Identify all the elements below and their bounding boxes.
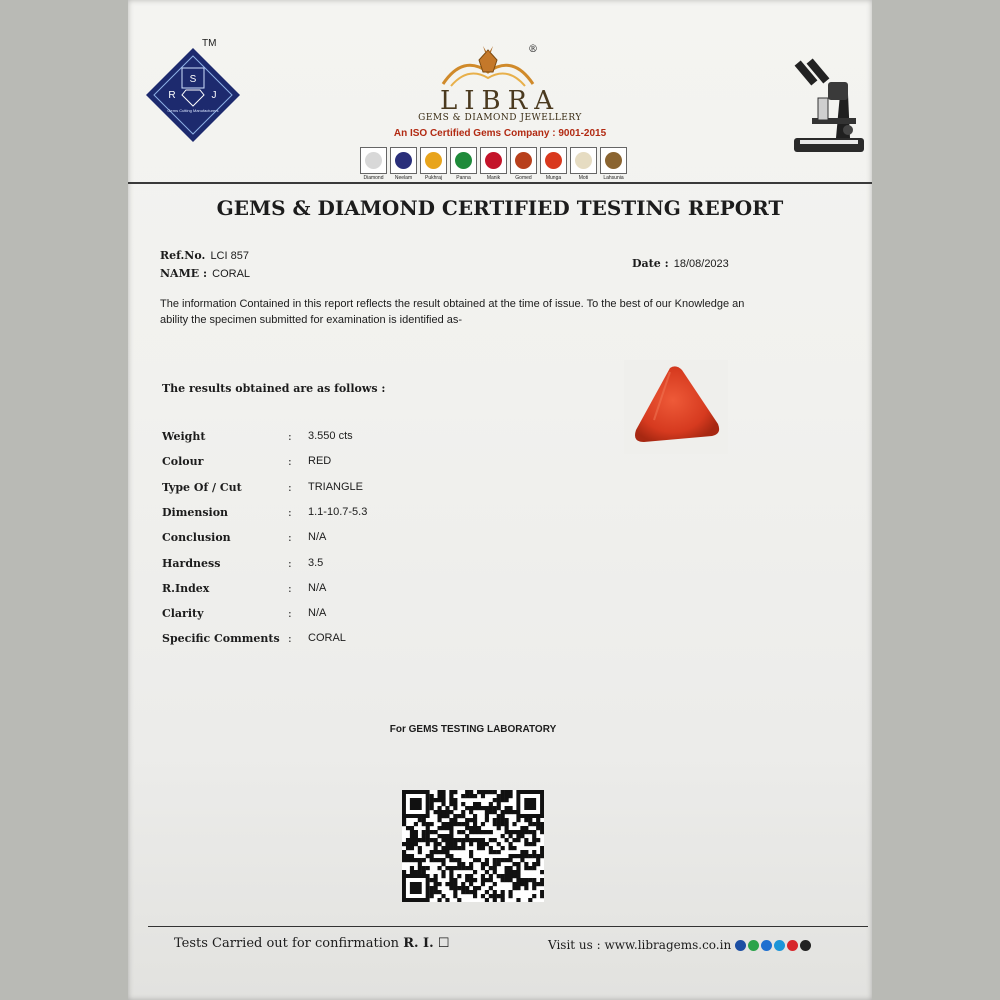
gem-icon xyxy=(360,147,387,174)
result-separator: : xyxy=(288,455,292,469)
footer-checkbox: ☐ xyxy=(437,936,450,951)
date-value: 18/08/2023 xyxy=(673,258,729,270)
gem-icon xyxy=(450,147,477,174)
coral-gemstone-image xyxy=(624,360,728,454)
youtube-icon[interactable] xyxy=(787,940,798,951)
result-separator: : xyxy=(288,505,292,519)
result-value: RED xyxy=(308,455,332,468)
logo-caption: Gems Cutting Manufacturers xyxy=(167,108,219,113)
gem-swatch-lahsunia xyxy=(600,147,627,181)
lab-signature-line: For GEMS TESTING LABORATORY xyxy=(389,724,557,735)
gem-icon xyxy=(390,147,417,174)
result-key: Specific Comments xyxy=(162,632,280,646)
result-separator: : xyxy=(288,531,292,545)
result-value: 3.550 cts xyxy=(308,430,353,442)
gem-label: Diamond xyxy=(363,175,384,181)
website-text[interactable]: Visit us : www.libragems.co.in xyxy=(548,938,732,952)
result-separator: : xyxy=(288,430,292,443)
telegram-icon[interactable] xyxy=(761,940,772,951)
gem-swatch-neelam xyxy=(390,147,417,181)
gem-icon xyxy=(540,147,567,174)
gem-label: Gomed xyxy=(515,175,532,181)
gem-label: Moti xyxy=(578,175,589,181)
gem-swatch-moti xyxy=(570,147,597,181)
logo-letter-j: J xyxy=(211,90,217,101)
footer-tests-text: Tests Carried out for confirmation xyxy=(174,936,400,951)
facebook-icon[interactable] xyxy=(735,940,746,951)
gem-icon xyxy=(420,147,447,174)
result-value: N/A xyxy=(308,581,327,594)
result-value: TRIANGLE xyxy=(308,480,364,493)
result-value: 1.1-10.7-5.3 xyxy=(308,505,368,518)
report-title: GEMS & DIAMOND CERTIFIED TESTING REPORT xyxy=(216,196,784,220)
result-value: N/A xyxy=(308,607,327,620)
logo-letter-r: R xyxy=(168,90,176,101)
gem-label: Neelam xyxy=(394,175,413,181)
gem-icon xyxy=(570,147,597,174)
result-value: 3.5 xyxy=(308,556,324,569)
result-key: Colour xyxy=(162,455,204,469)
registered-mark: ® xyxy=(528,44,538,55)
result-key: Weight xyxy=(162,430,206,443)
gem-swatch-manik xyxy=(480,147,507,181)
result-value: CORAL xyxy=(308,632,346,645)
social-icons xyxy=(735,940,811,951)
brand-subtitle: GEMS & DIAMOND JEWELLERY xyxy=(418,113,582,123)
gemstone-strip xyxy=(360,147,627,181)
gem-label: Pukhraj xyxy=(425,175,442,181)
qr-code[interactable] xyxy=(402,790,544,902)
name-row xyxy=(160,262,250,281)
footer-tests-note xyxy=(174,936,449,951)
result-key: Dimension xyxy=(162,505,229,519)
intro-paragraph: The information Contained in this report reflects the result obtained at the time of issue. To the best of our Knowledge an ability the specimen submitted for examination is identified as- xyxy=(160,298,745,326)
gem-label: Manik xyxy=(486,175,501,181)
gem-icon xyxy=(480,147,507,174)
gem-label: Panna xyxy=(456,175,471,181)
name-label: NAME : xyxy=(160,267,208,280)
libra-emblem xyxy=(433,44,543,92)
twitter-icon[interactable] xyxy=(774,940,785,951)
gem-swatch-pukhraj xyxy=(420,147,447,181)
gem-swatch-gomed xyxy=(510,147,537,181)
result-key: Hardness xyxy=(162,556,221,570)
iso-certification-line: An ISO Certified Gems Company : 9001-2015 xyxy=(393,128,607,139)
result-separator: : xyxy=(288,556,292,570)
footer-divider xyxy=(148,926,868,927)
footer-ri: R. I. xyxy=(403,936,434,951)
gem-swatch-diamond xyxy=(360,147,387,181)
ref-value: LCI 857 xyxy=(210,250,249,262)
brand-name: LIBRA xyxy=(440,86,560,116)
result-key: Type Of / Cut xyxy=(162,480,242,494)
result-separator: : xyxy=(288,581,292,595)
footer-website xyxy=(548,938,811,952)
ref-number-row xyxy=(160,244,249,263)
name-value: CORAL xyxy=(212,268,251,280)
certificate-paper xyxy=(128,0,872,1000)
trademark-mark: TM xyxy=(202,38,217,49)
result-separator: : xyxy=(288,607,292,621)
result-key: Clarity xyxy=(162,607,204,621)
gem-label: Lahsunia xyxy=(603,175,624,181)
result-value: N/A xyxy=(308,531,327,544)
instagram-icon[interactable] xyxy=(800,940,811,951)
logo-letter-s: S xyxy=(189,74,197,85)
ref-label: Ref.No. xyxy=(160,249,206,262)
header-divider xyxy=(128,182,872,184)
gem-icon xyxy=(600,147,627,174)
gem-icon xyxy=(510,147,537,174)
result-key: Conclusion xyxy=(162,531,231,545)
result-separator: : xyxy=(288,632,292,646)
date-label: Date : xyxy=(632,257,669,270)
results-heading: The results obtained are as follows : xyxy=(162,382,386,395)
whatsapp-icon[interactable] xyxy=(748,940,759,951)
result-key: R.Index xyxy=(162,581,210,595)
gem-swatch-munga xyxy=(540,147,567,181)
date-row xyxy=(632,252,729,271)
gem-swatch-panna xyxy=(450,147,477,181)
result-separator: : xyxy=(288,480,292,494)
microscope-icon xyxy=(788,54,870,158)
gem-label: Munga xyxy=(545,175,562,181)
